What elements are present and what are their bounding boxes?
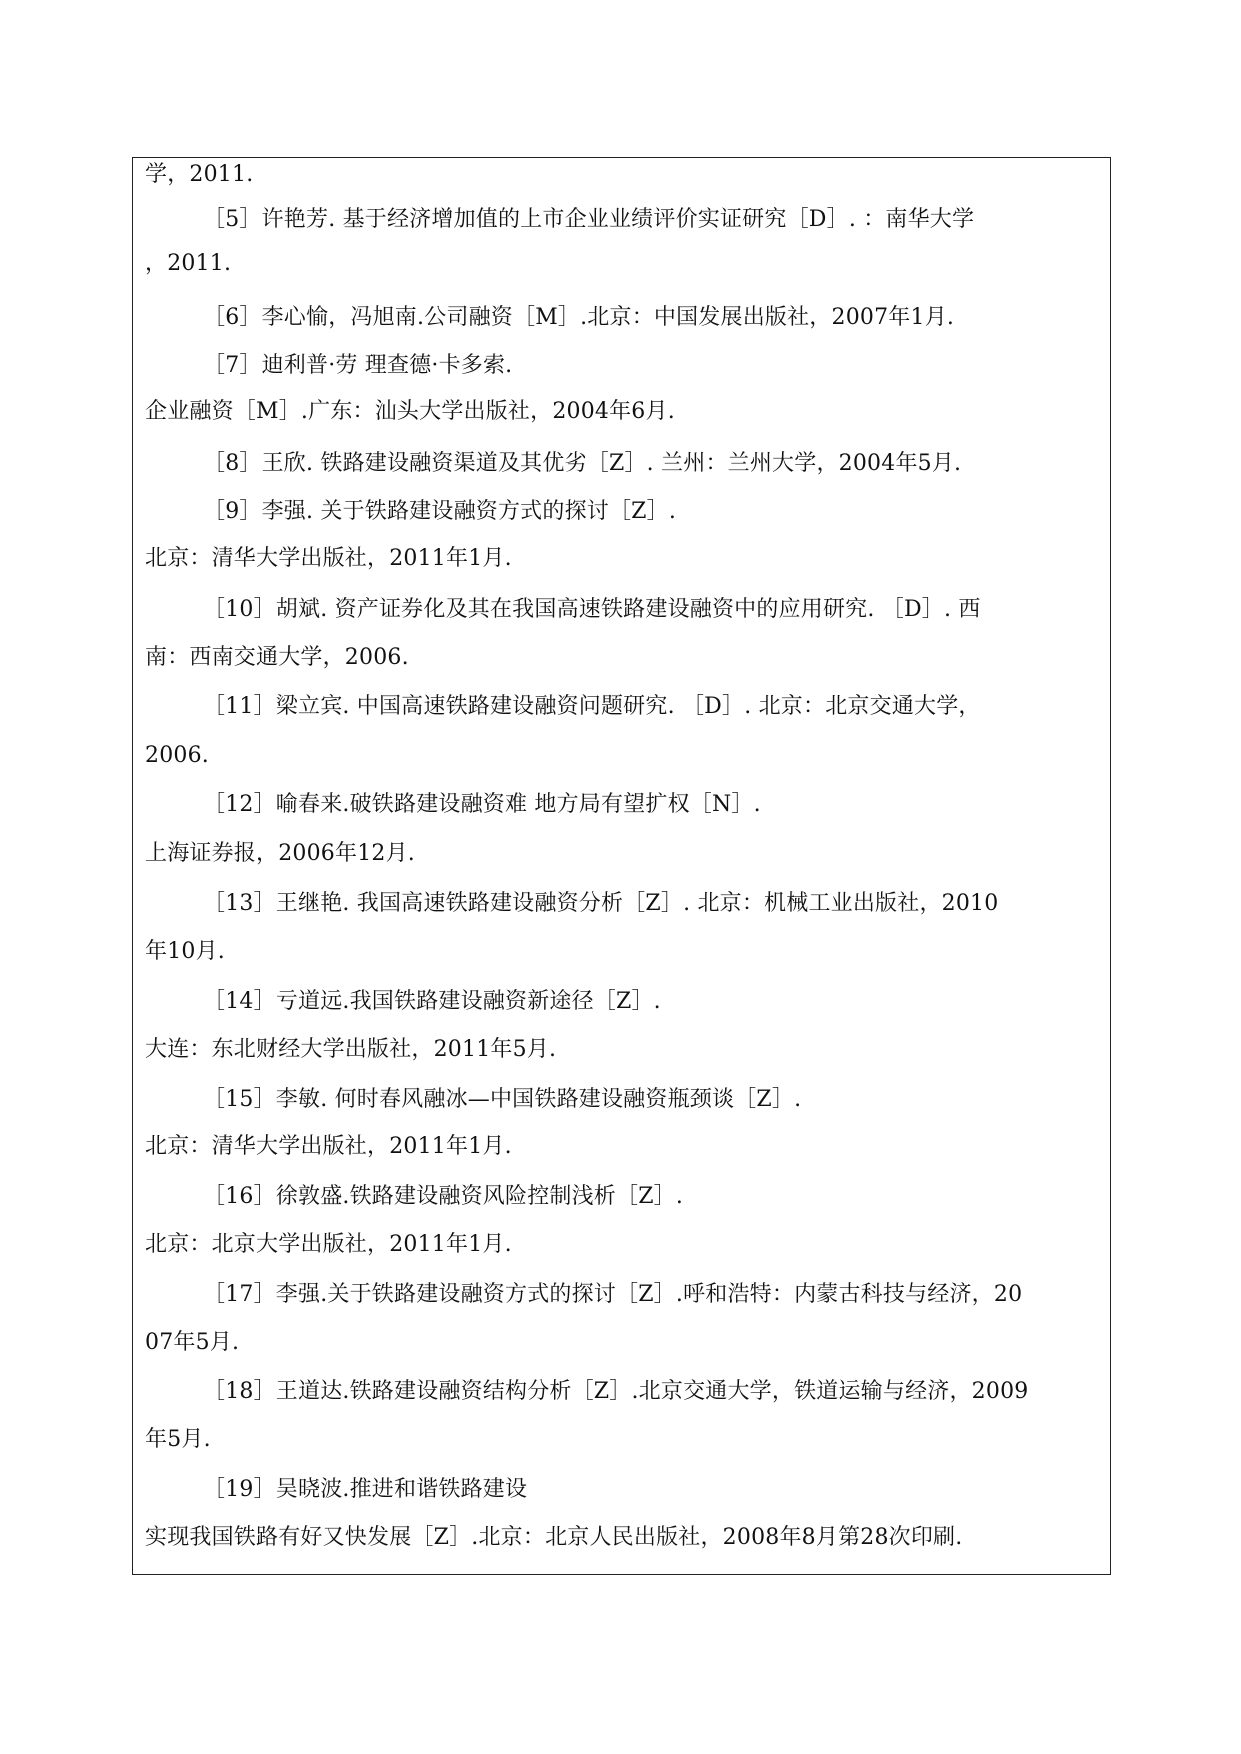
ref-line-1: 学，2011. xyxy=(145,162,254,187)
ref-line-18: ［14］亏道远.我国铁路建设融资新途径［Z］. xyxy=(203,989,661,1014)
ref-line-2: ［5］许艳芳. 基于经济增加值的上市企业业绩评价实证研究［D］. ：南华大学 xyxy=(203,207,975,232)
ref-line-21: 北京：清华大学出版社，2011年1月. xyxy=(145,1134,512,1159)
ref-line-25: 07年5月. xyxy=(145,1330,240,1355)
ref-line-28: ［19］吴晓波.推进和谐铁路建设 xyxy=(203,1477,528,1502)
ref-line-15: 上海证券报，2006年12月. xyxy=(145,841,415,866)
ref-line-16: ［13］王继艳. 我国高速铁路建设融资分析［Z］. 北京：机械工业出版社，2010 xyxy=(203,891,999,916)
ref-line-17: 年10月. xyxy=(145,939,225,964)
ref-line-29: 实现我国铁路有好又快发展［Z］.北京：北京人民出版社，2008年8月第28次印刷. xyxy=(145,1525,963,1550)
ref-line-6: 企业融资［M］.广东：汕头大学出版社，2004年6月. xyxy=(145,399,675,424)
ref-line-23: 北京：北京大学出版社，2011年1月. xyxy=(145,1232,512,1257)
ref-line-22: ［16］徐敦盛.铁路建设融资风险控制浅析［Z］. xyxy=(203,1184,684,1209)
ref-line-26: ［18］王道达.铁路建设融资结构分析［Z］.北京交通大学，铁道运输与经济，2009 xyxy=(203,1379,1029,1404)
ref-line-5: ［7］迪利普·劳 理查德·卡多索. xyxy=(203,353,513,378)
ref-line-9: 北京：清华大学出版社，2011年1月. xyxy=(145,546,512,571)
ref-line-27: 年5月. xyxy=(145,1427,211,1452)
ref-line-4: ［6］李心愉，冯旭南.公司融资［M］.北京：中国发展出版社，2007年1月. xyxy=(203,305,955,330)
ref-line-7: ［8］王欣. 铁路建设融资渠道及其优劣［Z］. 兰州：兰州大学，2004年5月. xyxy=(203,451,962,476)
ref-line-19: 大连：东北财经大学出版社，2011年5月. xyxy=(145,1037,557,1062)
ref-line-20: ［15］李敏. 何时春风融冰—中国铁路建设融资瓶颈谈［Z］. xyxy=(203,1087,802,1112)
ref-line-11: 南：西南交通大学，2006. xyxy=(145,645,409,670)
ref-line-13: 2006. xyxy=(145,743,209,768)
ref-line-3: ，2011. xyxy=(145,251,232,276)
ref-line-24: ［17］李强.关于铁路建设融资方式的探讨［Z］.呼和浩特：内蒙古科技与经济，20 xyxy=(203,1282,1023,1307)
ref-line-10: ［10］胡斌. 资产证券化及其在我国高速铁路建设融资中的应用研究. ［D］. 西 xyxy=(203,597,981,622)
ref-line-8: ［9］李强. 关于铁路建设融资方式的探讨［Z］. xyxy=(203,499,677,524)
ref-line-12: ［11］梁立宾. 中国高速铁路建设融资问题研究. ［D］. 北京：北京交通大学， xyxy=(203,694,981,719)
ref-line-14: ［12］喻春来.破铁路建设融资难 地方局有望扩权［N］. xyxy=(203,792,761,817)
